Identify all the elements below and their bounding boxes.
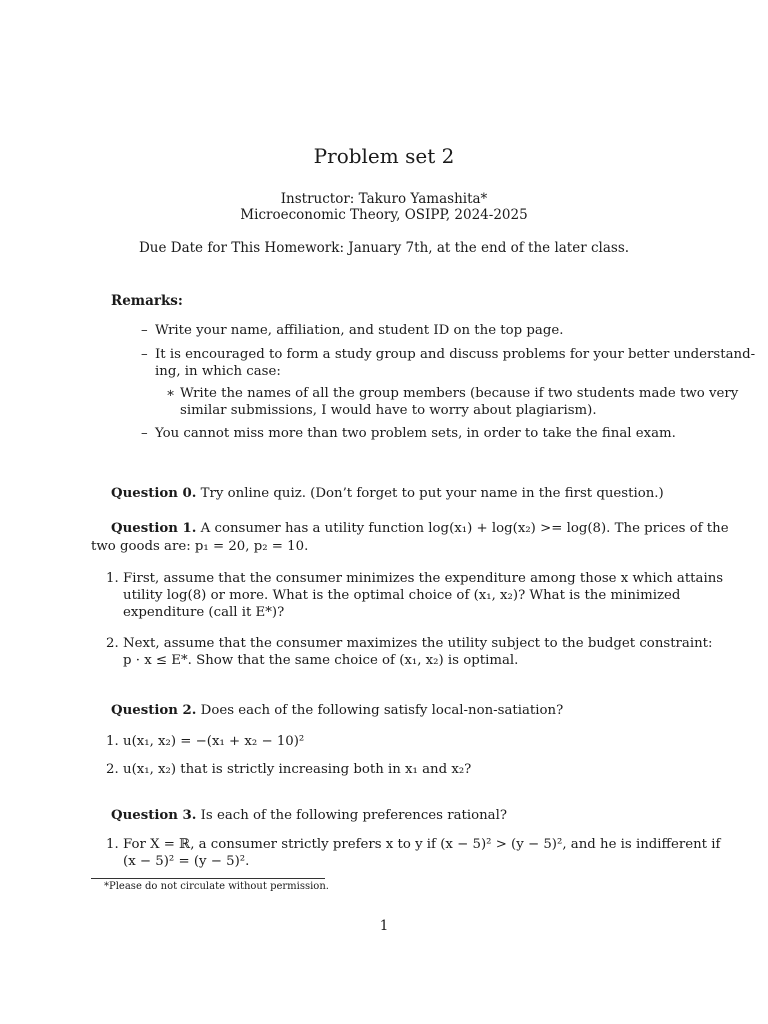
list-number: 1. bbox=[106, 571, 119, 586]
question-1 bbox=[111, 520, 729, 537]
star-bullet: ∗ bbox=[166, 386, 176, 401]
list-item-line: (x − 5)² = (y − 5)². bbox=[123, 854, 250, 869]
remark-subtext-continued: similar submissions, I would have to worry about plagiarism). bbox=[180, 403, 597, 418]
dash-bullet: – bbox=[141, 323, 148, 338]
question-2-text: Does each of the following satisfy local-non-satiation? bbox=[200, 703, 564, 718]
list-item-line: First, assume that the consumer minimizes the expenditure among those x which attains bbox=[123, 571, 724, 586]
question-2 bbox=[111, 702, 563, 719]
question-3-heading: Question 3. bbox=[111, 808, 197, 823]
question-1-text-continued: two goods are: p₁ = 20, p₂ = 10. bbox=[91, 539, 309, 554]
list-item-line: expenditure (call it E*)? bbox=[123, 605, 285, 620]
list-number: 2. bbox=[106, 636, 119, 651]
question-0-text: Try online quiz. (Don’t forget to put your name in the first question.) bbox=[200, 486, 664, 501]
page-title: Problem set 2 bbox=[313, 144, 455, 168]
list-item-line: utility log(8) or more. What is the optimal choice of (x₁, x₂)? What is the minimized bbox=[123, 588, 681, 603]
footnote-divider bbox=[91, 878, 325, 879]
question-0-heading: Question 0. bbox=[111, 486, 197, 501]
dash-bullet: – bbox=[141, 347, 148, 362]
due-date-line: Due Date for This Homework: January 7th, at the end of the later class. bbox=[138, 240, 630, 256]
instructor-line: Instructor: Takuro Yamashita* bbox=[280, 191, 488, 207]
dash-bullet: – bbox=[141, 426, 148, 441]
list-number: 2. bbox=[106, 762, 119, 777]
question-1-heading: Question 1. bbox=[111, 521, 197, 536]
list-item-line: For X = ℝ, a consumer strictly prefers x to y if (x − 5)² > (y − 5)², and he is indifferent if bbox=[123, 837, 721, 852]
question-3 bbox=[111, 807, 507, 824]
remark-text: It is encouraged to form a study group and discuss problems for your better understand- bbox=[155, 347, 756, 362]
question-3-text: Is each of the following preferences rational? bbox=[200, 808, 507, 823]
remark-subtext: Write the names of all the group members (because if two students made two very bbox=[180, 386, 739, 401]
list-number: 1. bbox=[106, 837, 119, 852]
remark-text: Write your name, affiliation, and student ID on the top page. bbox=[155, 323, 564, 338]
question-2-heading: Question 2. bbox=[111, 703, 197, 718]
list-item-line: u(x₁, x₂) that is strictly increasing both in x₁ and x₂? bbox=[123, 762, 472, 777]
list-item-line: u(x₁, x₂) = −(x₁ + x₂ − 10)² bbox=[123, 734, 305, 749]
remark-text: You cannot miss more than two problem sets, in order to take the final exam. bbox=[155, 426, 676, 441]
question-1-text: A consumer has a utility function log(x₁) + log(x₂) >= log(8). The prices of the bbox=[200, 521, 729, 536]
page-number: 1 bbox=[379, 918, 389, 934]
footnote: *Please do not circulate without permission. bbox=[104, 881, 329, 892]
list-item-line: Next, assume that the consumer maximizes the utility subject to the budget constraint: bbox=[123, 636, 713, 651]
list-number: 1. bbox=[106, 734, 119, 749]
course-line: Microeconomic Theory, OSIPP, 2024-2025 bbox=[240, 207, 528, 223]
list-item-line: p · x ≤ E*. Show that the same choice of (x₁, x₂) is optimal. bbox=[123, 653, 519, 668]
question-0 bbox=[111, 485, 664, 502]
remark-text-continued: ing, in which case: bbox=[155, 364, 281, 379]
remarks-heading: Remarks: bbox=[111, 293, 183, 309]
